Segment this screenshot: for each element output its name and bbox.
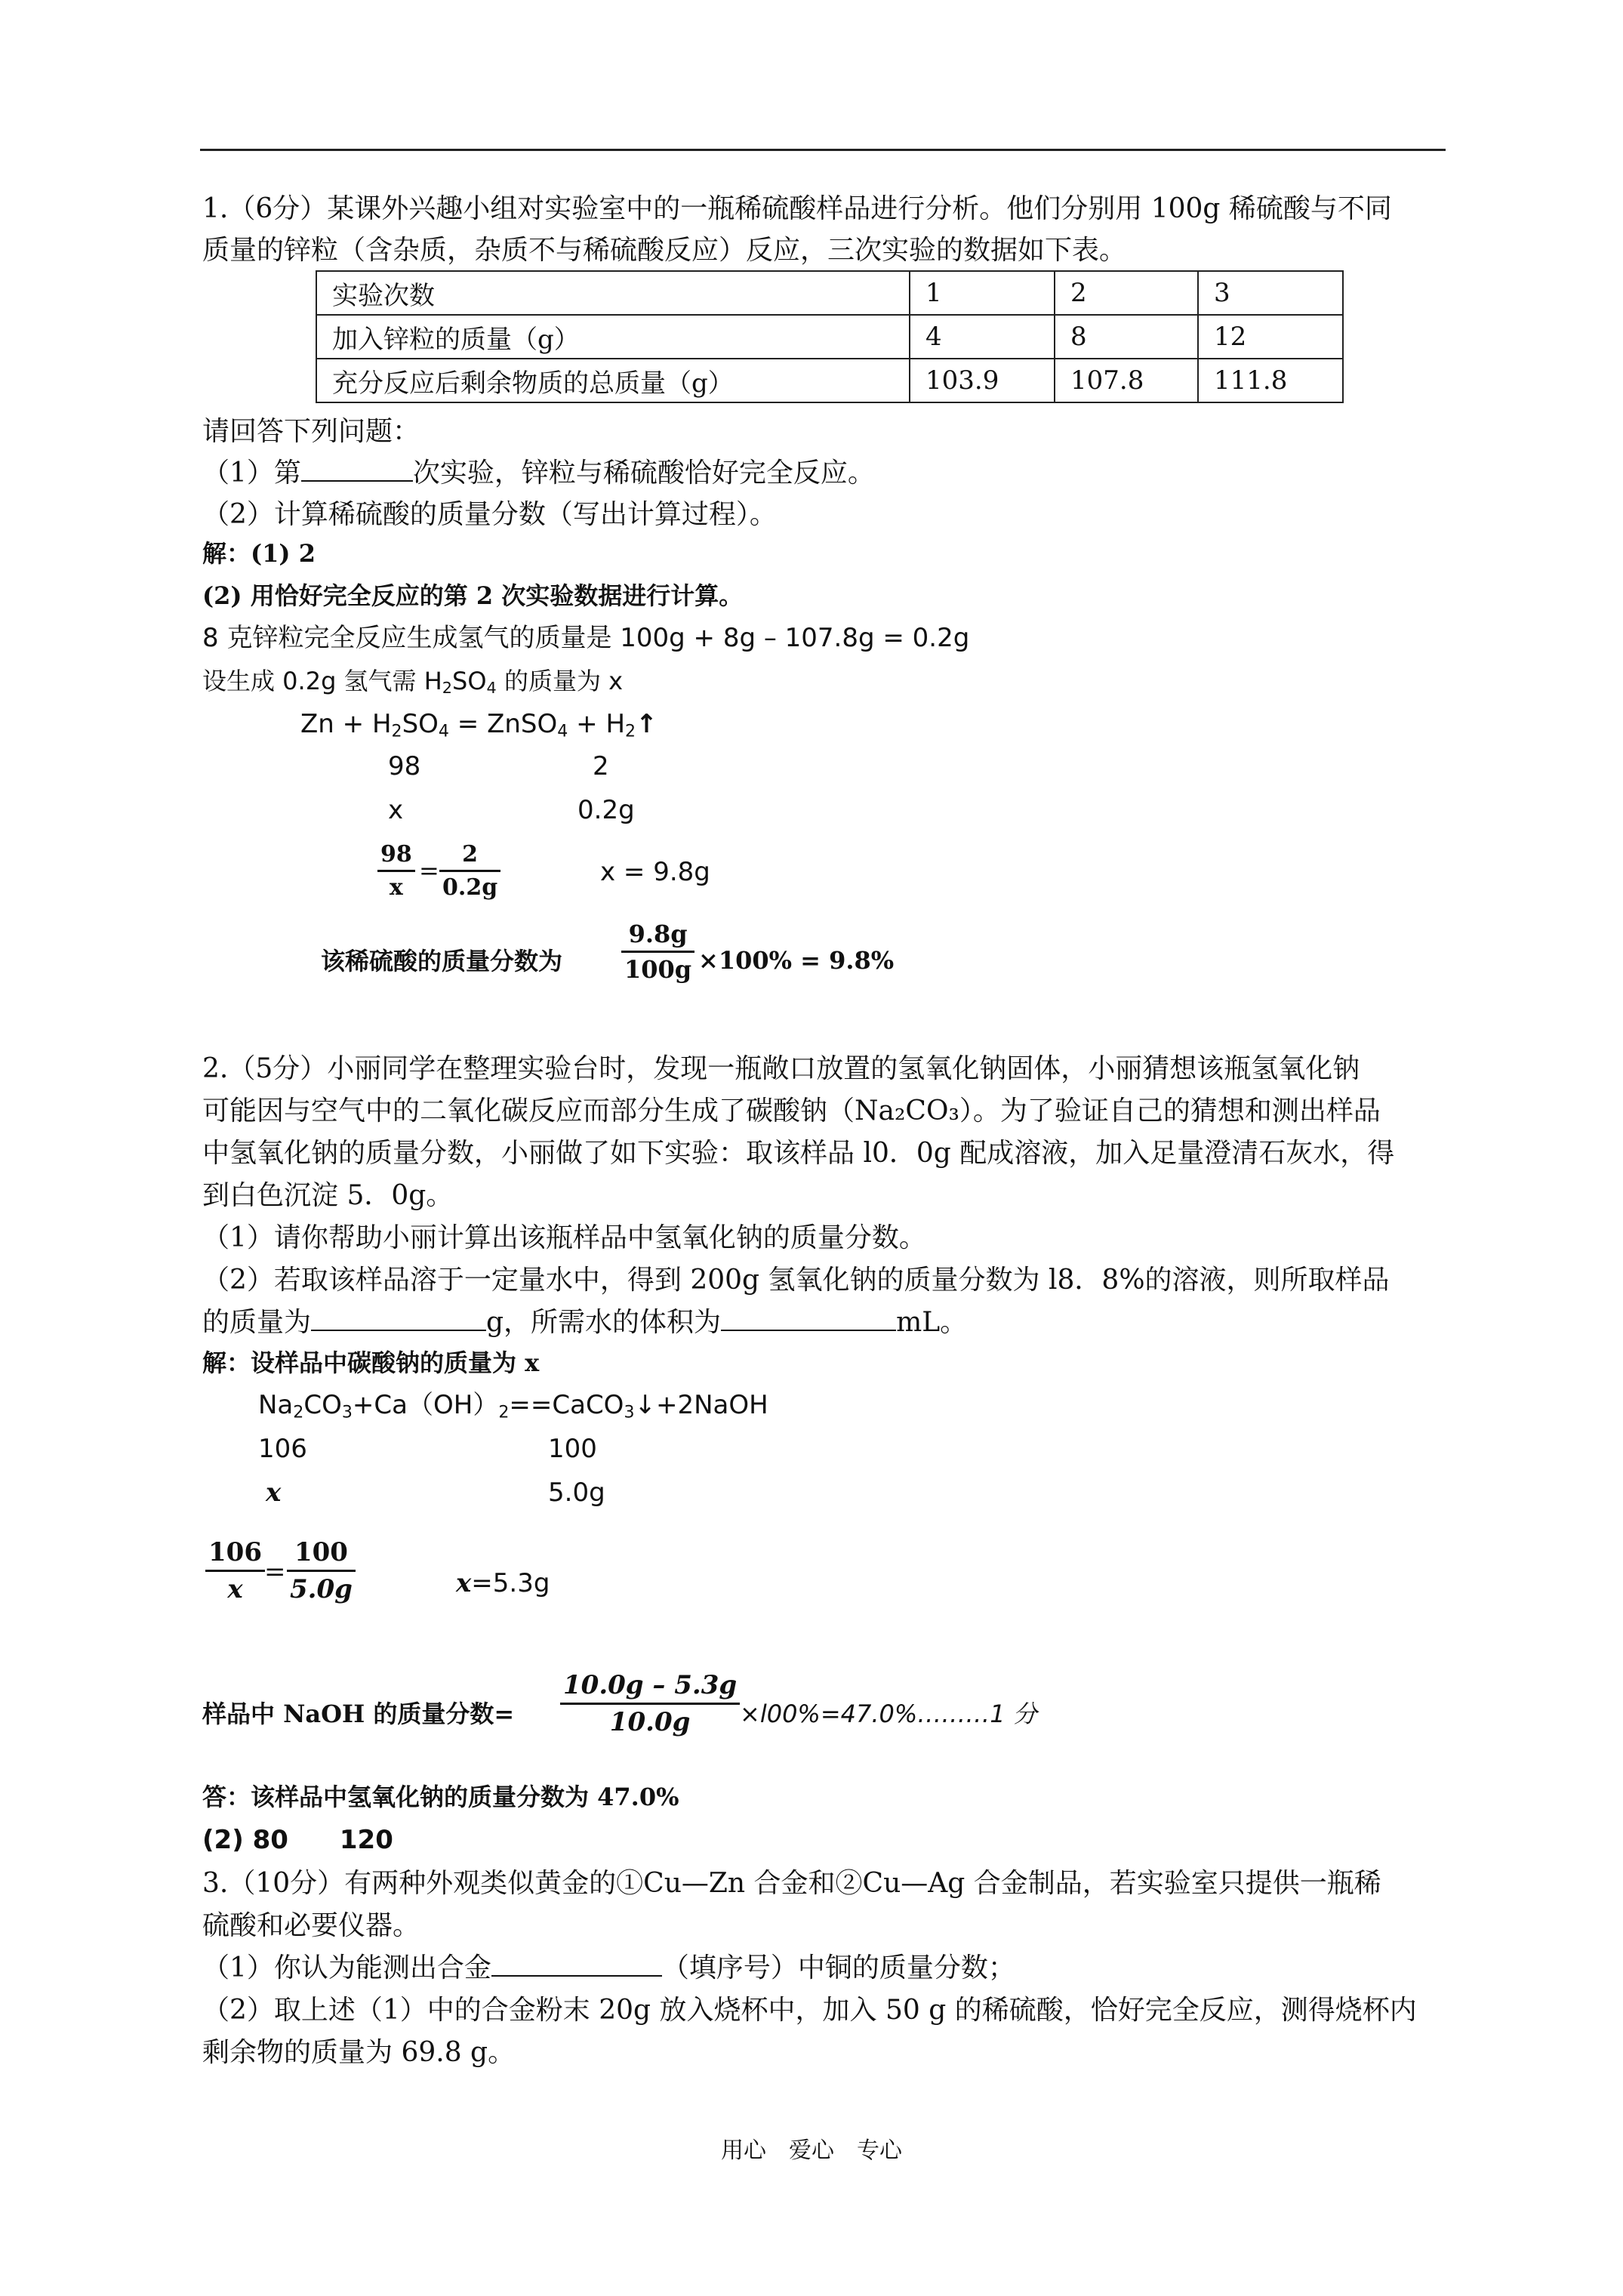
table-cell: 111.8 xyxy=(1198,359,1343,402)
q2-line-1: 2.（5分）小丽同学在整理实验台时，发现一瓶敞口放置的氢氧化钠固体，小丽猜想该瓶氢氧化钠 xyxy=(202,1053,1360,1084)
fraction-bar xyxy=(205,1570,265,1572)
text: （填序号）中铜的质量分数； xyxy=(661,1952,1015,1983)
q1-ratio-98: 98 xyxy=(388,751,421,781)
q1-ratio-x: x xyxy=(388,795,404,825)
q1-sol-line-4 xyxy=(202,666,623,703)
table-cell: 2 xyxy=(1055,271,1198,315)
q2-ratio-50: 5.0g xyxy=(548,1478,605,1508)
text: +Ca（OH） xyxy=(352,1390,499,1420)
q2-sub-1: （1）请你帮助小丽计算出该瓶样品中氢氧化钠的质量分数。 xyxy=(202,1222,926,1253)
q1-ratio-02: 0.2g xyxy=(577,795,635,825)
gas-arrow-icon: ↑ xyxy=(636,709,658,739)
q1-x-result: x = 9.8g xyxy=(600,857,710,887)
q1-ratio-2: 2 xyxy=(593,751,609,781)
q2-line-3: 中氢氧化钠的质量分数，小丽做了如下实验：取该样品 l0．0g 配成溶液，加入足量澄清石灰水，得 xyxy=(202,1138,1395,1169)
q2-fraction-106-x xyxy=(205,1537,265,1604)
q1-sol-line-1: 解：(1) 2 xyxy=(202,539,316,568)
denominator: 0.2g xyxy=(442,874,498,901)
fraction-bar xyxy=(621,951,694,953)
text: 设生成 0.2g 氢气需 H xyxy=(202,667,442,695)
table-cell: 103.9 xyxy=(910,359,1055,402)
q1-sub-1-post: 次实验，锌粒与稀硫酸恰好完全反应。 xyxy=(412,458,875,488)
table-cell: 实验次数 xyxy=(316,271,910,315)
answer-blank[interactable] xyxy=(491,1952,662,1977)
variable: x xyxy=(456,1568,472,1598)
table-row xyxy=(316,315,1343,359)
q3-sub-2-line-1: （2）取上述（1）中的合金粉末 20g 放入烧杯中，加入 50 g 的稀硫酸，恰好完全反应，测得烧杯内 xyxy=(202,1995,1417,2026)
numerator: 98 xyxy=(380,841,412,868)
text: ↓+2NaOH xyxy=(634,1390,768,1420)
q1-fraction-98-x xyxy=(377,841,415,901)
answer-blank[interactable] xyxy=(311,1307,486,1331)
subscript: 2 xyxy=(498,1402,510,1422)
page-footer: 用心 爱心 专心 xyxy=(721,2137,902,2164)
denominator: x xyxy=(227,1574,243,1604)
q2-line-4: 到白色沉淀 5．0g。 xyxy=(202,1180,454,1211)
answer-blank[interactable] xyxy=(301,458,413,482)
q3-sub-2-line-2: 剩余物的质量为 69.8 g。 xyxy=(202,2037,516,2068)
subscript: 3 xyxy=(624,1402,635,1422)
text: ==CaCO xyxy=(509,1390,624,1420)
text: = ZnSO xyxy=(448,709,558,739)
q2-sol-line-1: 解：设样品中碳酸钠的质量为 x xyxy=(202,1348,540,1377)
subscript: 2 xyxy=(442,679,453,698)
table-cell: 8 xyxy=(1055,315,1198,359)
q1-sol-line-2: (2) 用恰好完全反应的第 2 次实验数据进行计算。 xyxy=(202,581,744,610)
table-cell: 加入锌粒的质量（g） xyxy=(316,315,910,359)
q2-ratio-106: 106 xyxy=(258,1434,307,1464)
fraction-bar xyxy=(560,1703,740,1705)
table-cell: 12 xyxy=(1198,315,1343,359)
text: 的质量为 x xyxy=(496,667,624,695)
denominator: 5.0g xyxy=(290,1574,353,1604)
experiment-table xyxy=(316,270,1344,403)
q2-part-2-answer: (2) 80 120 xyxy=(202,1825,393,1855)
q1-equation xyxy=(300,708,658,747)
header-rule xyxy=(200,149,1446,151)
q1-fraction-2-02g xyxy=(439,841,500,901)
q3-line-2: 硫酸和必要仪器。 xyxy=(202,1910,420,1941)
numerator: 9.8g xyxy=(628,920,688,948)
fraction-bar xyxy=(377,870,415,872)
q1-line-2: 质量的锌粒（含杂质，杂质不与稀硫酸反应）反应，三次实验的数据如下表。 xyxy=(202,235,1127,266)
q1-line-1: 1.（6分）某课外兴趣小组对实验室中的一瓶稀硫酸样品进行分析。他们分别用 100g 稀硫酸与不同 xyxy=(202,193,1392,224)
fraction-bar xyxy=(287,1570,356,1572)
subscript: 4 xyxy=(557,721,568,741)
table-cell: 充分反应后剩余物质的总质量（g） xyxy=(316,359,910,402)
q2-answer: 答：该样品中氢氧化钠的质量分数为 47.0% xyxy=(202,1783,679,1811)
subscript: 4 xyxy=(438,721,449,741)
q2-fraction-100-5g xyxy=(287,1537,356,1604)
denominator: 10.0g xyxy=(609,1707,691,1737)
table-cell: 1 xyxy=(910,271,1055,315)
text: mL。 xyxy=(896,1307,968,1338)
q2-ratio-x: x xyxy=(266,1478,282,1508)
text: + H xyxy=(568,709,626,739)
numerator: 2 xyxy=(462,841,479,868)
subscript: 2 xyxy=(293,1402,304,1422)
q3-line-1: 3.（10分）有两种外观类似黄金的①Cu—Zn 合金和②Cu—Ag 合金制品，若实验室只提供一瓶稀 xyxy=(202,1868,1381,1899)
text: CO xyxy=(303,1390,342,1420)
table-cell: 4 xyxy=(910,315,1055,359)
table-cell: 3 xyxy=(1198,271,1343,315)
q2-fraction-tail: ×l00%=47.0%………1 分 xyxy=(740,1700,1037,1728)
q2-sub-2-line-2 xyxy=(202,1306,967,1339)
q2-ratio-100: 100 xyxy=(548,1434,597,1464)
text: SO xyxy=(452,667,487,695)
value: =5.3g xyxy=(471,1568,550,1598)
numerator: 10.0g – 5.3g xyxy=(563,1670,738,1700)
q2-line-2: 可能因与空气中的二氧化碳反应而部分生成了碳酸钠（Na₂CO₃）。为了验证自己的猜想和测出样品 xyxy=(202,1096,1381,1126)
numerator: 106 xyxy=(208,1537,262,1567)
q1-sub-2: （2）计算稀硫酸的质量分数（写出计算过程）。 xyxy=(202,499,777,530)
q1-prompt: 请回答下列问题： xyxy=(202,416,420,447)
text: g，所需水的体积为 xyxy=(486,1307,722,1338)
subscript: 2 xyxy=(391,721,402,741)
q2-fraction-naoh xyxy=(560,1670,740,1737)
q1-sol-line-3: 8 克锌粒完全反应生成氢气的质量是 100g + 8g – 107.8g = 0.2g xyxy=(202,623,970,653)
equals-sign: = xyxy=(419,856,439,885)
q1-fraction-mass xyxy=(621,920,694,984)
subscript: 3 xyxy=(341,1402,353,1422)
text: Zn + H xyxy=(300,709,392,739)
table-cell: 107.8 xyxy=(1055,359,1198,402)
denominator: 100g xyxy=(624,955,692,984)
table-row xyxy=(316,271,1343,315)
text: Na xyxy=(258,1390,294,1420)
q1-fraction-label: 该稀硫酸的质量分数为 xyxy=(321,947,563,975)
q2-sub-2-line-1: （2）若取该样品溶于一定量水中，得到 200g 氢氧化钠的质量分数为 l8．8%的溶液，则所取样品 xyxy=(202,1265,1390,1296)
fraction-bar xyxy=(439,870,500,872)
numerator: 100 xyxy=(294,1537,348,1567)
text: （1）你认为能测出合金 xyxy=(202,1952,491,1983)
answer-blank[interactable] xyxy=(721,1307,896,1331)
denominator: x xyxy=(389,874,403,901)
equals-sign: = xyxy=(264,1557,286,1587)
q2-equation xyxy=(258,1389,768,1428)
q1-fraction-tail: ×100% = 9.8% xyxy=(698,946,895,975)
q2-x-result xyxy=(456,1567,550,1599)
table-row xyxy=(316,359,1343,402)
subscript: 2 xyxy=(625,721,636,741)
q1-sub-1 xyxy=(202,457,875,490)
q3-sub-1 xyxy=(202,1952,1015,1985)
q2-fraction-label: 样品中 NaOH 的质量分数= xyxy=(202,1700,515,1728)
subscript: 4 xyxy=(486,679,497,698)
q1-sub-1-pre: （1）第 xyxy=(202,458,301,488)
text: 的质量为 xyxy=(202,1307,312,1338)
text: SO xyxy=(402,709,439,739)
